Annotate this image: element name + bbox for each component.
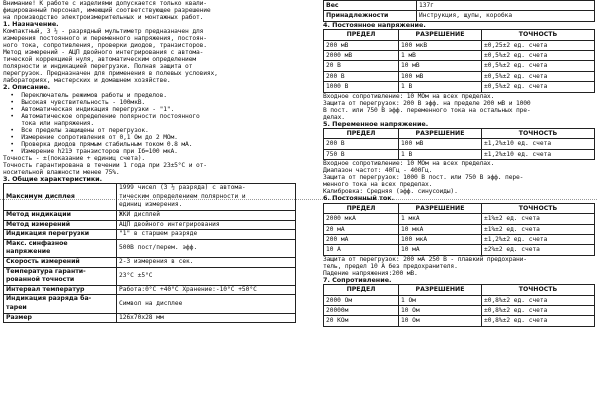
section-2-title: 2. Описание. [3, 83, 51, 92]
table-row [324, 305, 595, 315]
range-cell: 20000м [324, 305, 399, 315]
spec-value: Работа:0°С +40°С Хранение:-10°С +50°С [117, 285, 296, 295]
accuracy-cell: ±1,2%±10 ед. счета [482, 139, 595, 149]
text-line: перегрузок. Предназначен для применения в полевых условиях, [3, 70, 218, 78]
table-row [324, 316, 595, 326]
column-header: ПРЕДЕЛ [324, 285, 399, 295]
spec-label: Макс. синфазное напряжение [4, 239, 117, 257]
header-row [324, 285, 595, 295]
accuracy-cell: ±1%±2 ед. счета [482, 224, 595, 234]
accuracy-cell: ±0,25±2 ед. счета [482, 40, 595, 50]
resolution-cell: 10 мВ [399, 61, 482, 71]
section-2-text [3, 92, 296, 176]
section-1-title: 1. Назначение. [3, 20, 59, 28]
spec-value: 126х70х28 мм [117, 313, 296, 323]
text-line: • Измерение h21Э транзисторов при Iб=100 мкА. [3, 147, 178, 155]
table-row [4, 230, 296, 240]
spec-label: Метод индикации [4, 211, 117, 221]
accuracy-cell: ±0,5%±2 ед. счета [482, 71, 595, 81]
column-header: ТОЧНОСТЬ [482, 30, 595, 40]
resolution-cell: 100 мВ [399, 139, 482, 149]
text-line: • Проверка диодов прямым стабильным током 0.8 мА. [3, 140, 193, 148]
note-line: В пост. или 750 В эфф. переменного тока на остальных пре- [323, 106, 531, 114]
text-line: • Измерение сопротивления от 0,1 Ом до 2 МОм. [3, 133, 178, 141]
resolution-cell: 10 мА [399, 245, 482, 255]
column-header: ТОЧНОСТЬ [482, 285, 595, 295]
resolution-cell: 1 мВ [399, 51, 482, 61]
text-line: Внимание! К работе с изделиями допускается только квали- [3, 0, 207, 7]
table-row [4, 211, 296, 221]
intro-warning [3, 0, 296, 21]
text-line: • Высокая чувствительность - 100мкВ. [3, 98, 146, 106]
spec-value: АЦП двойного интегрирования [117, 220, 296, 230]
table-row [324, 214, 595, 224]
text-line: • Все пределы защищены от перегрузок. [3, 126, 149, 134]
resolution-cell: 1 Ом [399, 295, 482, 305]
table-row [4, 295, 296, 313]
accuracy-cell: ±0,5%±2 ед. счета [482, 82, 595, 92]
ac-voltage-notes [323, 160, 595, 195]
column-header: ПРЕДЕЛ [324, 203, 399, 213]
note-line: Защита от перегрузок: 200 мА 250 В - плавкий предохрани- [323, 255, 527, 263]
table-row [4, 285, 296, 295]
table-row [324, 71, 595, 81]
spec-label: Вес [324, 1, 417, 11]
table-row [324, 1, 595, 11]
spec-label: Принадлежности [324, 11, 417, 21]
note-line: Защита от перегрузок: 1000 В пост. или 750 В эфф. пере- [323, 174, 524, 182]
spec-label: Максимум дисплея [4, 184, 117, 211]
text-line: • Автоматическое определение полярности постоянного [3, 112, 200, 120]
table-row [4, 239, 296, 257]
general-spec-table [3, 183, 296, 323]
table-row [4, 257, 296, 267]
range-cell: 200 мА [324, 234, 399, 244]
range-cell: 10 А [324, 245, 399, 255]
range-cell: 2000 мВ [324, 51, 399, 61]
spec-value: 2-3 измерения в сек. [117, 257, 296, 267]
table-row [324, 82, 595, 92]
spec-value: 1999 чисел (3 ½ разряда) с автома- тическим определением полярности и единиц измерения. [117, 184, 296, 211]
spec-label: Индикация перегрузки [4, 230, 117, 240]
text-line: ного тока, сопротивления, проверки диодов, транзисторов. [3, 42, 207, 50]
text-line: на производство электроизмерительных и монтажных работ. [3, 14, 204, 21]
range-cell: 750 В [324, 149, 399, 159]
spec-label: Индикация разряда ба- тареи [4, 295, 117, 313]
section-4-title: 4. Постоянное напряжение. [323, 20, 426, 29]
table-row [324, 40, 595, 50]
note-line: делах. [323, 113, 345, 121]
column-header: РАЗРЕШЕНИЕ [399, 129, 482, 139]
spec-value: 500В пост/перем. эфф. [117, 239, 296, 257]
range-cell: 20 КОм [324, 316, 399, 326]
header-row [324, 203, 595, 213]
note-line: тель, предел 10 А без предохранителя. [323, 262, 458, 270]
accuracy-cell: ±0,8%±2 ед. счета [482, 316, 595, 326]
resistance-table [323, 284, 595, 327]
text-line: Точность - ±(показание + единиц счета). [3, 154, 146, 162]
column-header: РАЗРЕШЕНИЕ [399, 203, 482, 213]
table-row [324, 245, 595, 255]
spec-value: 137г [417, 1, 595, 11]
text-line: Метод измерений - АЦП двойного интегрирования с автома- [3, 49, 204, 57]
resolution-cell: 10 Ом [399, 305, 482, 315]
accuracy-cell: ±1,2%±2 ед. счета [482, 234, 595, 244]
spec-value: ЖКИ дисплей [117, 211, 296, 221]
section-1-text [3, 28, 296, 84]
table-row [324, 11, 595, 21]
spec-label: Метод измерений [4, 220, 117, 230]
right-column [323, 0, 595, 327]
table-row [324, 295, 595, 305]
note-line: Защита от перегрузок: 200 В эфф. на пределе 200 мВ и 1000 [323, 99, 531, 107]
section-3-title: 3. Общие характеристики. [3, 174, 103, 183]
accuracy-cell: ±2%±2 ед. счета [482, 245, 595, 255]
range-cell: 200 В [324, 71, 399, 81]
column-header: ПРЕДЕЛ [324, 30, 399, 40]
table-row [324, 234, 595, 244]
section-6-title: 6. Постоянный ток. [323, 194, 394, 203]
note-line: Диапазон частот: 40Гц - 400Гц. [323, 167, 433, 175]
accuracy-cell: ±0,5%±2 ед. счета [482, 51, 595, 61]
resolution-cell: 10 Ом [399, 316, 482, 326]
table-row [4, 313, 296, 323]
spec-value: Символ на дисплее [117, 295, 296, 313]
column-header: РАЗРЕШЕНИЕ [399, 30, 482, 40]
column-header: РАЗРЕШЕНИЕ [399, 285, 482, 295]
left-column [3, 0, 296, 323]
accuracy-cell: ±0,8%±2 ед. счета [482, 295, 595, 305]
resolution-cell: 1 В [399, 149, 482, 159]
resolution-cell: 1 В [399, 82, 482, 92]
spec-value: Инструкция, щупы, коробка [417, 11, 595, 21]
text-line: полярности и индикацией перегрузки. Полная защита от [3, 63, 193, 71]
text-line: тока или напряжения. [3, 119, 95, 127]
spec-label: Интервал температур [4, 285, 117, 295]
text-line: носительной влажности менее 75%. [3, 168, 120, 176]
table-row [324, 149, 595, 159]
spec-label: Температура гаранти- рованной точности [4, 267, 117, 285]
table-row [324, 51, 595, 61]
section-5-title: 5. Переменное напряжение. [323, 119, 429, 128]
dc-current-notes [323, 256, 595, 277]
range-cell: 200 В [324, 139, 399, 149]
text-line: • Автоматическая индикация перегрузки - "1". [3, 105, 175, 113]
column-header: ТОЧНОСТЬ [482, 203, 595, 213]
weight-accessories-table [323, 0, 595, 22]
table-row [4, 267, 296, 285]
table-row [324, 139, 595, 149]
range-cell: 20 В [324, 61, 399, 71]
column-header: ПРЕДЕЛ [324, 129, 399, 139]
text-line: • Переключатель режимов работы и пределов. [3, 91, 167, 99]
text-line: фицированный персонал, имеющий соответствующее разрешение [3, 7, 211, 14]
table-row [324, 61, 595, 71]
range-cell: 2000 мкА [324, 214, 399, 224]
table-row [4, 220, 296, 230]
text-line: лабораториях, мастерских и домашнем хозяйстве. [3, 77, 171, 85]
accuracy-cell: ±0,8%±2 ед. счета [482, 305, 595, 315]
note-line: Падение напряжения:200 мВ. [323, 269, 418, 277]
note-line: Калибровка: Средняя (эфф. синусоиды). [323, 188, 458, 196]
note-line: менного тока на всех пределах. [323, 181, 433, 189]
range-cell: 20 мА [324, 224, 399, 234]
note-line: Входное сопротивление: 10 МОм на всех пределах. [323, 92, 495, 100]
table-row [4, 184, 296, 211]
dc-voltage-table [323, 29, 595, 92]
header-row [324, 30, 595, 40]
resolution-cell: 100 мкВ [399, 40, 482, 50]
text-line: измерения постоянного и переменного напряжения, постоян- [3, 35, 207, 43]
dc-current-table [323, 203, 595, 256]
spec-label: Скорость измерений [4, 257, 117, 267]
text-line: Точность гарантирована в течении 1 года при 23±5°С и от- [3, 161, 207, 169]
text-line: тической коррекцией нуля, автоматическим определением [3, 56, 196, 64]
text-line: Компактный, 3 ½ - разрядный мультиметр предназначен для [3, 28, 204, 36]
spec-value: "1" в старшем разряде [117, 230, 296, 240]
resolution-cell: 100 мВ [399, 71, 482, 81]
ac-voltage-table [323, 128, 595, 160]
range-cell: 1000 В [324, 82, 399, 92]
resolution-cell: 10 мкА [399, 224, 482, 234]
table-row [324, 224, 595, 234]
range-cell: 2000 Ом [324, 295, 399, 305]
note-line: Входное сопротивление: 10 МОм на всех пределах. [323, 160, 495, 168]
section-7-title: 7. Сопротивление. [323, 275, 392, 284]
header-row [324, 129, 595, 139]
spec-value: 23°С ±5°С [117, 267, 296, 285]
column-header: ТОЧНОСТЬ [482, 129, 595, 139]
spec-label: Размер [4, 313, 117, 323]
resolution-cell: 100 мкА [399, 234, 482, 244]
resolution-cell: 1 мкА [399, 214, 482, 224]
range-cell: 200 мВ [324, 40, 399, 50]
accuracy-cell: ±1%±2 ед. счета [482, 214, 595, 224]
accuracy-cell: ±0,5%±2 ед. счета [482, 61, 595, 71]
accuracy-cell: ±1,2%±10 ед. счета [482, 149, 595, 159]
dc-voltage-notes [323, 93, 595, 121]
